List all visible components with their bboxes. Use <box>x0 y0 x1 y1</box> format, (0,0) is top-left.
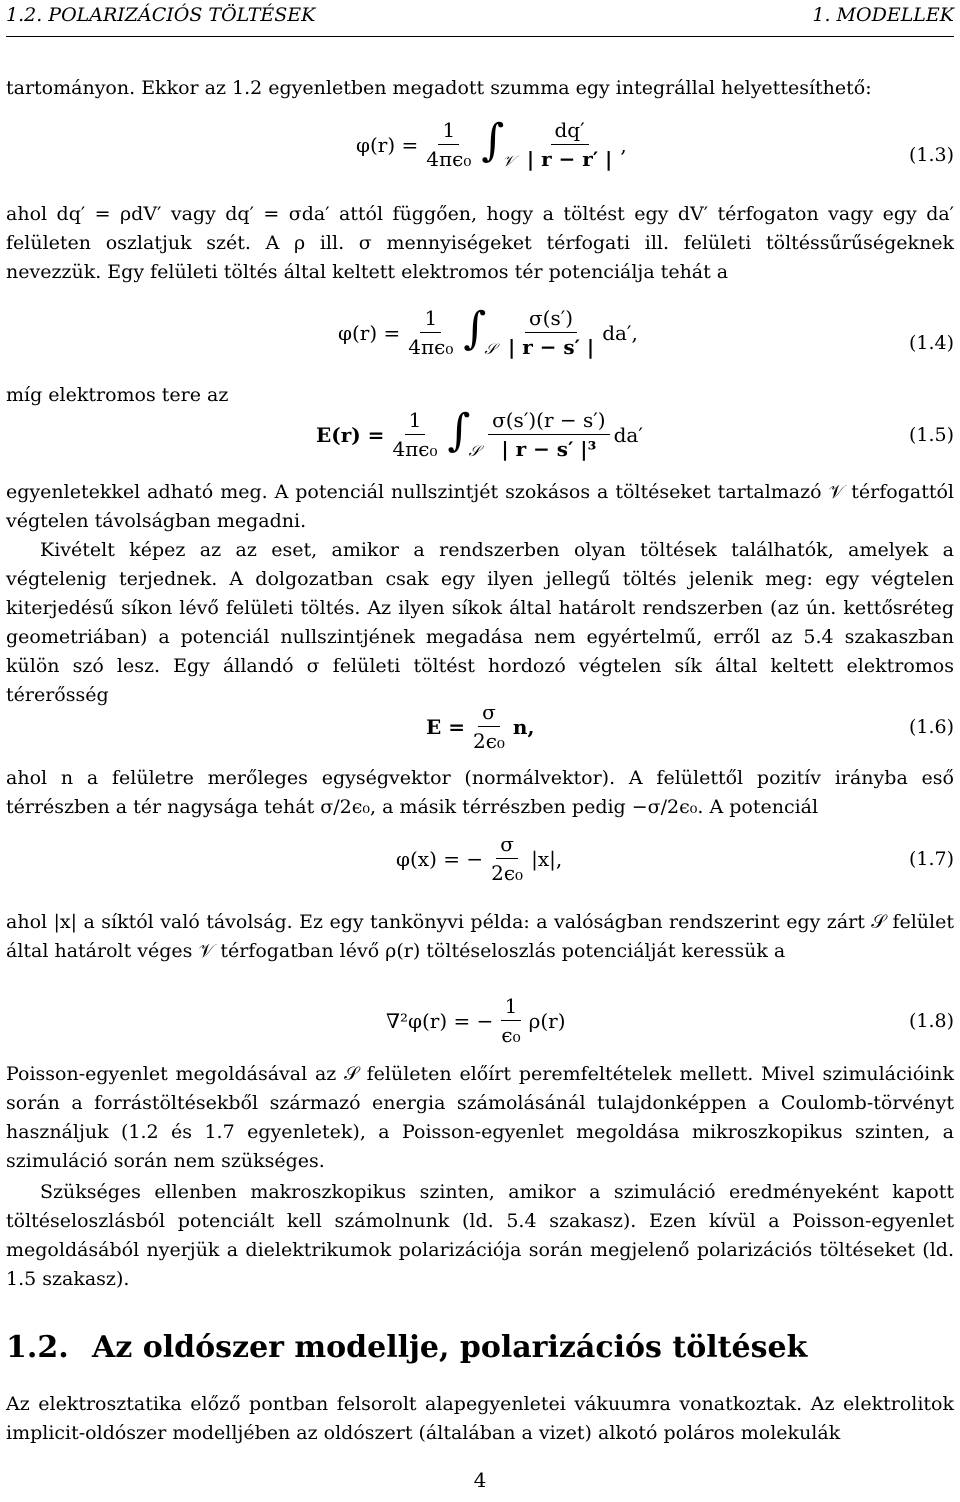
eq-label-1-5: (1.5) <box>908 424 954 446</box>
header-rule <box>6 36 954 37</box>
eq-label-1-3: (1.3) <box>908 144 954 166</box>
equation-1-8: ∇²φ(r) = − $\frac{1}{\text{ϵ₀}}$ ρ(r) <box>386 994 566 1047</box>
paragraph-10: Az elektrosztatika előző pontban felsorolt alapegyenletei vákuumra vonatkoztak. Az elektrolitok implicit-oldószer modelljében az oldószert (általában a vizet) alkotó poláros molekulák <box>6 1393 954 1444</box>
section-title: Az oldószer modellje, polarizációs töltések <box>92 1330 808 1365</box>
paragraph-7: ahol |x| a síktól való távolság. Ez egy tankönyvi példa: a valóságban rendszerint egy zárt 𝒮 felület által határolt véges 𝒱 térfogatban lévő ρ(r) töltéseloszlás potenciálját keressük a <box>6 911 954 962</box>
integral-sign: ∫ <box>481 114 505 166</box>
header-chapter: 1. MODELLEK <box>812 4 954 26</box>
paragraph-1: tartományon. Ekkor az 1.2 egyenletben megadott szumma egy integrállal helyettesíthető: <box>6 77 872 99</box>
paragraph-5: Kivételt képez az az eset, amikor a rendszerben olyan töltések találhatók, amelyek a végtelenig terjednek. A dolgozatban csak egy ilyen jellegű töltés jelenik meg: egy végtelen kiterjedésű síkon lévő felületi töltés. Az ilyen síkok által határolt rendszerben (az ún. kettősréteg geometriában) a potenciál nullszintjének megadása nem egyértelmű, erről az 5.4 szakaszban külön szó lesz. Egy állandó σ felületi töltést hordozó végtelen sík által keltett elektromos térerősség <box>6 539 954 706</box>
equation-1-6: E = $\frac{\sigma}{\text{2ϵ₀}}$ n, <box>426 700 535 753</box>
equation-1-3 <box>356 114 627 171</box>
integral-sign: ∫ <box>447 404 471 456</box>
section-number: 1.2. <box>6 1330 69 1365</box>
header-section: 1.2. POLARIZÁCIÓS TÖLTÉSEK <box>6 4 316 26</box>
equation-1-5: E(r) = $\frac{1}{\text{4πϵ₀}}$ ∫ 𝒮 $\frac{\sigma(s')(r - s')}{\text{| r − s′ |³}}$ da′ <box>316 404 643 461</box>
equation-1-7: φ(x) = − $\frac{\sigma}{\text{2ϵ₀}}$ |x|, <box>396 832 563 885</box>
paragraph-8: Poisson-egyenlet megoldásával az 𝒮 felületen előírt peremfeltételek mellett. Mivel szimulációink során a forrástöltésekből származó energia számolásánál tulajdonképpen a Coulomb-törvényt használjuk (1.2 és 1.7 egyenletek), a Poisson-egyenlet megoldása mikroszkopikus szinten, a szimuláció során nem szükséges. <box>6 1063 954 1172</box>
eq-label-1-4: (1.4) <box>908 332 954 354</box>
section-heading <box>6 1330 807 1365</box>
eq-tail: , <box>620 132 627 157</box>
paragraph-6: ahol n a felületre merőleges egységvektor (normálvektor). A felülettől pozitív irányba eső térrészben a tér nagysága tehát σ/2ϵ₀, a másik térrészben pedig −σ/2ϵ₀. A potenciál <box>6 767 954 818</box>
paragraph-3: míg elektromos tere az <box>6 384 229 406</box>
integral-sign: ∫ <box>463 302 487 354</box>
eq-label-1-6: (1.6) <box>908 716 954 738</box>
paragraph-2: ahol dq′ = ρdV′ vagy dq′ = σda′ attól függően, hogy a töltést egy dV′ térfogaton vagy egy da′ felületen oszlatjuk szét. A ρ ill. σ mennyiségeket térfogati ill. felületi töltéssűrűségeknek nevezzük. Egy felületi töltés által keltett elektromos tér potenciálja tehát a <box>6 203 954 283</box>
eq-lhs: φ(r) = <box>356 132 419 157</box>
equation-1-4: φ(r) = $\frac{1}{\text{4πϵ₀}}$ ∫ 𝒮 $\frac{\sigma(s')}{| r - s' |}$ da′, <box>338 302 638 359</box>
page-number: 4 <box>473 1468 487 1492</box>
eq-integrand: $\frac{dq'}{| r - r' |}$ <box>526 118 613 171</box>
running-header <box>6 4 954 32</box>
integral-domain: 𝒱 <box>502 151 515 170</box>
paragraph-9: Szükséges ellenben makroszkopikus szinten, amikor a szimuláció eredményeként kapott töltéseloszlásból potenciált kell számolnunk (ld. 5.4 szakasz). Ezen kívül a Poisson-egyenlet megoldásából nyerjük a dielektrikumok polarizációja során megjelenő polarizációs töltéseket (ld. 1.5 szakasz). <box>6 1181 954 1290</box>
eq-label-1-7: (1.7) <box>908 848 954 870</box>
eq-label-1-8: (1.8) <box>908 1010 954 1032</box>
paragraph-4: egyenletekkel adható meg. A potenciál nullszintjét szokásos a töltéseket tartalmazó 𝒱 térfogattól végtelen távolságban megadni. <box>6 481 954 532</box>
eq-prefactor: $\frac{1}{\text{4πϵ₀}}$ <box>426 118 472 171</box>
